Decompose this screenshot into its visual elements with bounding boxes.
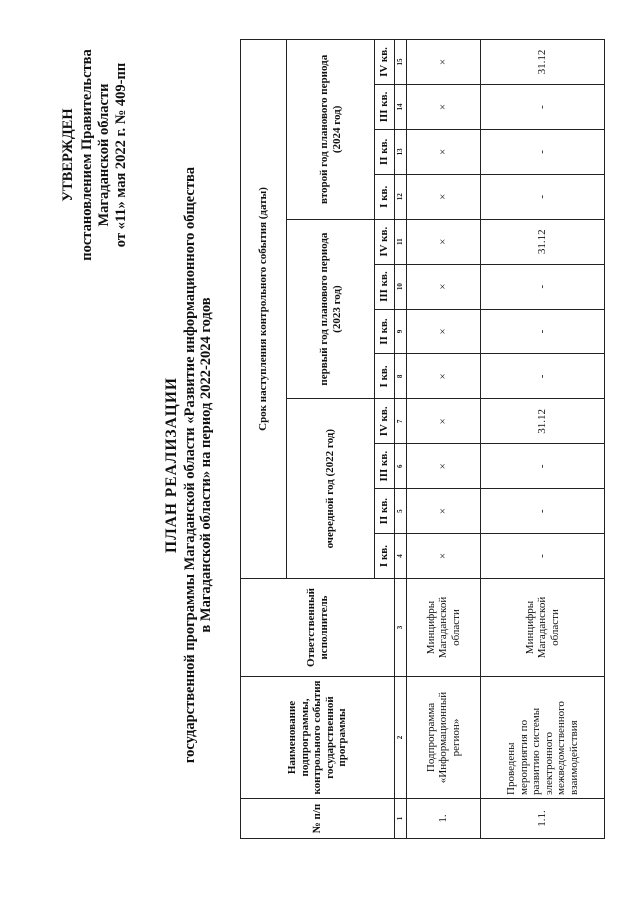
header-quarter: III кв.	[375, 264, 395, 309]
row-cell: ×	[407, 534, 481, 579]
row-cell: 31.12	[481, 219, 605, 264]
row-cell: -	[481, 264, 605, 309]
column-number: 15	[395, 40, 407, 85]
row-executor: Минцифры Магаданской области	[407, 579, 481, 677]
column-number: 1	[395, 799, 407, 839]
row-cell: ×	[407, 264, 481, 309]
row-cell: ×	[407, 174, 481, 219]
row-cell: -	[481, 534, 605, 579]
row-cell: -	[481, 174, 605, 219]
header-quarter: I кв.	[375, 534, 395, 579]
header-quarter: III кв.	[375, 85, 395, 130]
row-cell: -	[481, 489, 605, 534]
column-number: 6	[395, 444, 407, 489]
header-quarter: I кв.	[375, 174, 395, 219]
row-cell: ×	[407, 354, 481, 399]
header-period-2023: первый год планового периода (2023 год)	[287, 219, 375, 399]
row-name: Проведены мероприятия по развитию системы электронного межведомственного взаимодействия	[481, 677, 605, 799]
row-executor: Минцифры Магаданской области	[481, 579, 605, 677]
title-line-3: в Магаданской области» на период 2022-2024 годов	[198, 297, 214, 633]
row-cell: -	[481, 85, 605, 130]
header-row-1	[241, 40, 287, 839]
header-quarter: I кв.	[375, 354, 395, 399]
column-number: 8	[395, 354, 407, 399]
approval-heading: УТВЕРЖДЕН	[60, 108, 76, 202]
row-num: 1.	[407, 799, 481, 839]
row-cell: ×	[407, 444, 481, 489]
column-number: 14	[395, 85, 407, 130]
column-number: 10	[395, 264, 407, 309]
row-cell: ×	[407, 85, 481, 130]
plan-table	[240, 39, 605, 839]
header-num: № п/п	[241, 799, 395, 839]
row-cell: ×	[407, 309, 481, 354]
column-number: 7	[395, 399, 407, 444]
column-number: 2	[395, 677, 407, 799]
row-cell: -	[481, 129, 605, 174]
row-cell: -	[481, 309, 605, 354]
row-cell: ×	[407, 399, 481, 444]
header-executor: Ответственный исполнитель	[241, 579, 395, 677]
header-period-2022: очередной год (2022 год)	[287, 399, 375, 579]
header-deadline: Срок наступления контрольного события (даты)	[241, 40, 287, 579]
header-quarter: II кв.	[375, 309, 395, 354]
row-cell: ×	[407, 129, 481, 174]
header-quarter: IV кв.	[375, 40, 395, 85]
row-cell: ×	[407, 219, 481, 264]
column-number: 3	[395, 579, 407, 677]
header-quarter: IV кв.	[375, 399, 395, 444]
column-number: 11	[395, 219, 407, 264]
row-cell: 31.12	[481, 40, 605, 85]
header-quarter: II кв.	[375, 489, 395, 534]
header-name: Наименование подпрограммы, контрольного события государственной программы	[241, 677, 395, 799]
table-row	[407, 40, 481, 839]
title-line-1: ПЛАН РЕАЛИЗАЦИИ	[163, 377, 180, 553]
column-number: 5	[395, 489, 407, 534]
approval-line-3: от «11» мая 2022 г. № 409-пп	[113, 62, 129, 248]
row-cell: ×	[407, 40, 481, 85]
row-name: Подпрограмма «Информационный регион»	[407, 677, 481, 799]
title-line-2: государственной программы Магаданской области «Развитие информационного общества	[182, 166, 198, 764]
document-title	[162, 85, 214, 845]
table-row	[481, 40, 605, 839]
approval-line-2: Магаданской области	[96, 83, 112, 227]
row-cell: -	[481, 354, 605, 399]
header-quarter: II кв.	[375, 129, 395, 174]
approval-stamp	[60, 45, 130, 265]
column-number: 12	[395, 174, 407, 219]
column-number: 4	[395, 534, 407, 579]
header-quarter: IV кв.	[375, 219, 395, 264]
row-cell: 31.12	[481, 399, 605, 444]
row-cell: -	[481, 444, 605, 489]
header-quarter: III кв.	[375, 444, 395, 489]
column-number-row	[395, 40, 407, 839]
column-number: 9	[395, 309, 407, 354]
approval-line-1: постановлением Правительства	[79, 49, 95, 261]
row-num: 1.1.	[481, 799, 605, 839]
row-cell: ×	[407, 489, 481, 534]
column-number: 13	[395, 129, 407, 174]
header-period-2024: второй год планового периода (2024 год)	[287, 40, 375, 220]
